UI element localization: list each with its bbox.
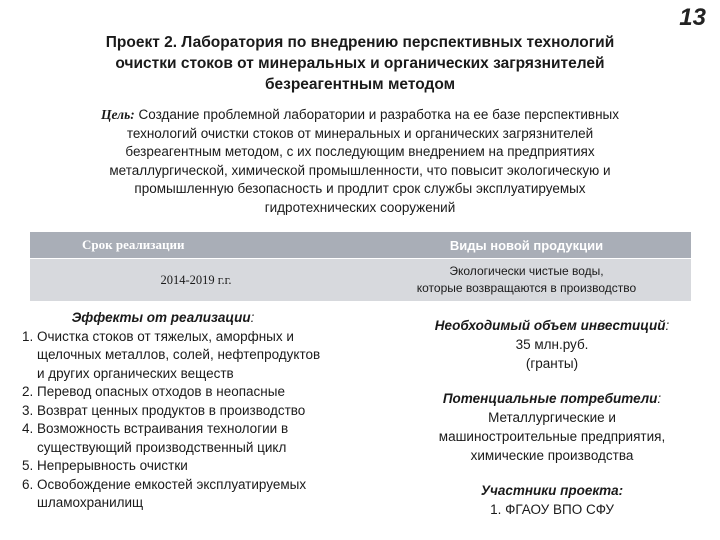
goal-paragraph: [40, 106, 680, 217]
implementation-table: [30, 232, 691, 301]
investment-block: [402, 316, 702, 373]
list-item: [37, 328, 388, 384]
goal-line: промышленную безопасность и продлит срок службы эксплуатируемых: [134, 181, 586, 196]
goal-label: Цель:: [100, 107, 135, 122]
participants-heading: Участники проекта:: [480, 483, 624, 498]
investment-heading: Необходимый объем инвестиций:: [434, 318, 670, 333]
period-cell: 2014-2019 г.г.: [30, 259, 362, 302]
effect-line: 3. Возврат ценных продуктов в производство: [37, 402, 306, 418]
effect-line: 4. Возможность встраивания технологии в: [37, 421, 289, 436]
investment-amount: 35 млн.руб.: [515, 337, 589, 352]
goal-line: технологий очистки стоков от минеральных и органических загрязнителей: [126, 125, 594, 141]
goal-line: безреагентным методом, с их последующим внедрением на предприятиях: [125, 144, 595, 159]
products-line: Экологически чистые воды,: [449, 264, 604, 278]
page-title: [40, 32, 680, 95]
right-column: [402, 316, 702, 535]
effect-line: шламохранилищ: [37, 495, 144, 510]
participant-item: 1. ФГАОУ ВПО СФУ: [490, 502, 614, 517]
consumers-line: машиностроительные предприятия,: [438, 429, 666, 444]
consumers-heading: Потенциальные потребители:: [442, 391, 662, 406]
products-line: которые возвращаются в производство: [416, 281, 637, 295]
title-line: безреагентным методом: [264, 76, 456, 93]
effect-line: существующий производственный цикл: [37, 439, 287, 455]
consumers-line: Металлургические и: [488, 410, 616, 425]
investment-source: (гранты): [525, 356, 579, 371]
list-item: [37, 420, 388, 457]
list-item: [37, 457, 388, 476]
consumers-line: химические производства: [470, 448, 634, 463]
effect-line: 2. Перевод опасных отходов в неопасные: [37, 384, 285, 399]
products-cell: [362, 259, 691, 302]
title-line: Проект 2. Лаборатория по внедрению перспективных технологий: [105, 34, 615, 51]
effect-line: 6. Освобождение емкостей эксплуатируемых: [37, 476, 307, 492]
effect-line: 1. Очистка стоков от тяжелых, аморфных и: [37, 328, 294, 344]
slide-number: 13: [679, 4, 706, 31]
products-header: Виды новой продукции: [362, 232, 691, 259]
effects-list: [18, 328, 388, 513]
effect-line: щелочных металлов, солей, нефтепродуктов: [37, 347, 321, 362]
table-row: [30, 259, 691, 302]
participants-block: [402, 481, 702, 519]
goal-line: Создание проблемной лаборатории и разработка на ее базе перспективных: [138, 107, 620, 122]
effect-line: 5. Непрерывность очистки: [37, 458, 188, 473]
consumers-block: [402, 389, 702, 465]
effect-line: и других органических веществ: [37, 365, 234, 381]
list-item: [37, 383, 388, 402]
effects-title: Эффекты от реализации:: [71, 310, 255, 325]
table-header-row: [30, 232, 691, 259]
period-header: Срок реализации: [30, 232, 362, 259]
goal-line: металлургической, химической промышленности, что повысит экологическую и: [109, 162, 611, 178]
effects-section: [18, 309, 388, 513]
goal-line: гидротехнических сооружений: [264, 199, 456, 215]
title-line: очистки стоков от минеральных и органических загрязнителей: [115, 55, 605, 72]
list-item: [37, 476, 388, 513]
list-item: [37, 402, 388, 421]
